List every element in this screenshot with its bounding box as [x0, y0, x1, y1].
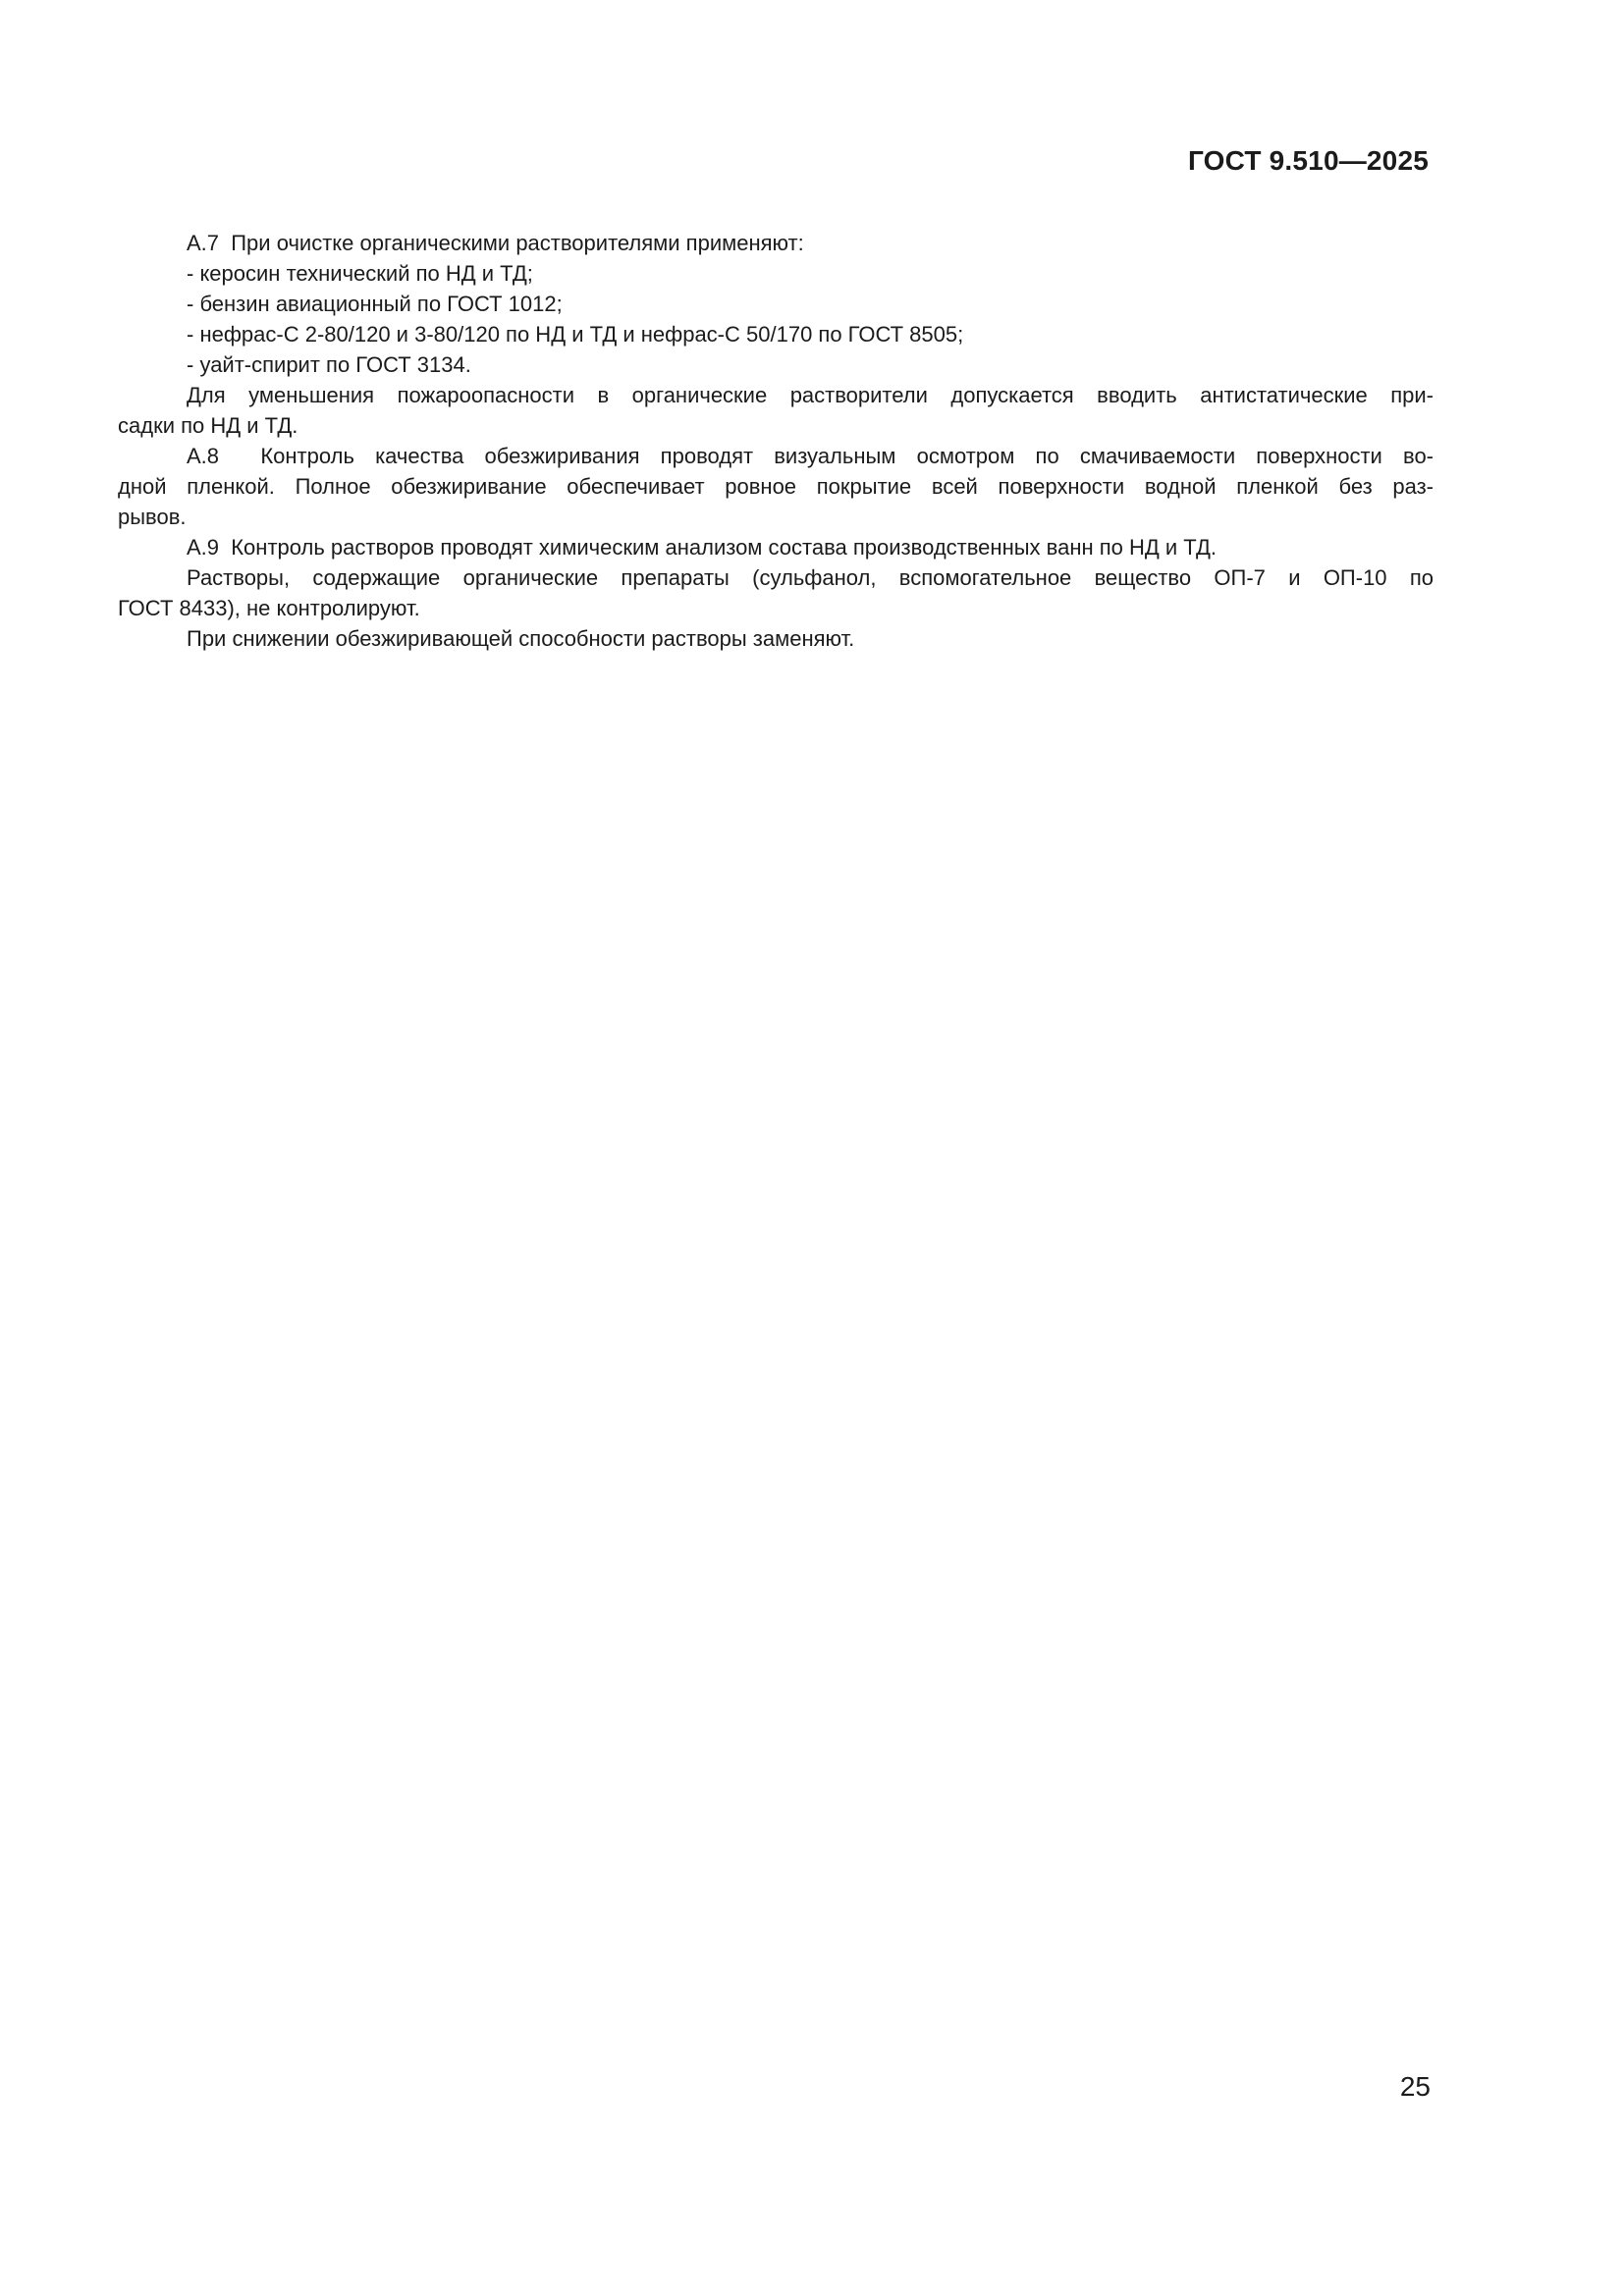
document-code-header: ГОСТ 9.510—2025 [1187, 145, 1429, 176]
text-line: дной пленкой. Полное обезжиривание обеспечивает ровное покрытие всей поверхности водной пленкой без раз- [118, 474, 1434, 499]
page-number: 25 [1399, 2071, 1431, 2102]
text-line: ГОСТ 8433), не контролируют. [118, 596, 420, 620]
text-line: - бензин авиационный по ГОСТ 1012; [187, 292, 563, 316]
text-line: садки по НД и ТД. [118, 413, 298, 438]
text-line: Для уменьшения пожароопасности в органические растворители допускается вводить антистатические при- [187, 383, 1434, 407]
text-line: При снижении обезжиривающей способности растворы заменяют. [187, 626, 855, 651]
text-line: А.8 Контроль качества обезжиривания проводят визуальным осмотром по смачиваемости поверхности во- [187, 444, 1434, 468]
text-line: - уайт-спирит по ГОСТ 3134. [187, 352, 471, 377]
document-body [118, 228, 1434, 654]
text-line: - нефрас-С 2-80/120 и 3-80/120 по НД и ТД и нефрас-С 50/170 по ГОСТ 8505; [187, 322, 964, 347]
text-line: А.9 Контроль растворов проводят химическим анализом состава производственных ванн по НД и ТД. [187, 535, 1218, 560]
text-line: Растворы, содержащие органические препараты (сульфанол, вспомогательное вещество ОП-7 и ОП-10 по [187, 565, 1434, 590]
text-line: А.7 При очистке органическими растворителями применяют: [187, 231, 804, 255]
text-line: - керосин технический по НД и ТД; [187, 261, 533, 286]
text-line: рывов. [118, 505, 187, 529]
